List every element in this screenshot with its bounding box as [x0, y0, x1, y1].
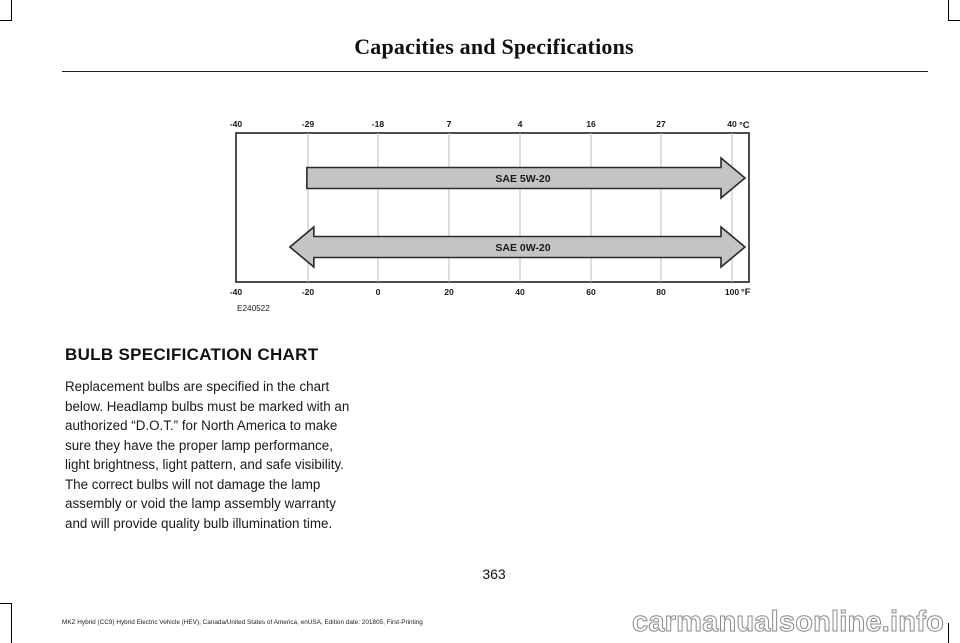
celsius-tick-label: -40 [229, 119, 243, 129]
celsius-tick-label: -18 [371, 119, 385, 129]
fahrenheit-tick-label: -20 [301, 287, 315, 297]
celsius-tick-label: 40 [727, 119, 737, 129]
celsius-tick-label: 16 [586, 119, 596, 129]
celsius-tick-label: 4 [517, 119, 523, 129]
page-number: 363 [482, 566, 506, 582]
oil-grade-label: SAE 0W-20 [495, 242, 551, 254]
watermark-logo: carmanualsonline.info [632, 606, 944, 638]
fahrenheit-tick-label: 0 [375, 287, 381, 297]
fahrenheit-tick-label: 20 [444, 287, 454, 297]
celsius-tick-label: 27 [656, 119, 666, 129]
fahrenheit-unit-label: °F [741, 287, 751, 298]
page-title: Capacities and Specifications [354, 34, 634, 59]
celsius-tick-label: 7 [446, 119, 452, 129]
fahrenheit-tick-label: 100 [724, 287, 740, 297]
footer-edition-text: MKZ Hybrid (CC9) Hybrid Electric Vehicle (HEV), Canada/United States of America, enUSA, Edition date: 201805, First-Printing [62, 619, 423, 626]
section-body-text: Replacement bulbs are specified in the chart below. Headlamp bulbs must be marked with an authorized “D.O.T.” for North America to make sure they have the proper lamp performance, light brightness, light pattern, and safe visibility. The correct bulbs will not damage the lamp assembly or void the lamp assembly warranty and will provide quality bulb illumination time. [65, 379, 350, 531]
figure-id-label: E240522 [237, 304, 270, 313]
fahrenheit-tick-label: 60 [586, 287, 596, 297]
celsius-tick-label: -29 [301, 119, 315, 129]
fahrenheit-tick-label: 40 [515, 287, 525, 297]
fahrenheit-tick-label: -40 [229, 287, 243, 297]
oil-grade-label: SAE 5W-20 [495, 173, 551, 185]
celsius-unit-label: °C [739, 120, 750, 131]
section-heading: BULB SPECIFICATION CHART [65, 345, 319, 364]
fahrenheit-tick-label: 80 [656, 287, 666, 297]
